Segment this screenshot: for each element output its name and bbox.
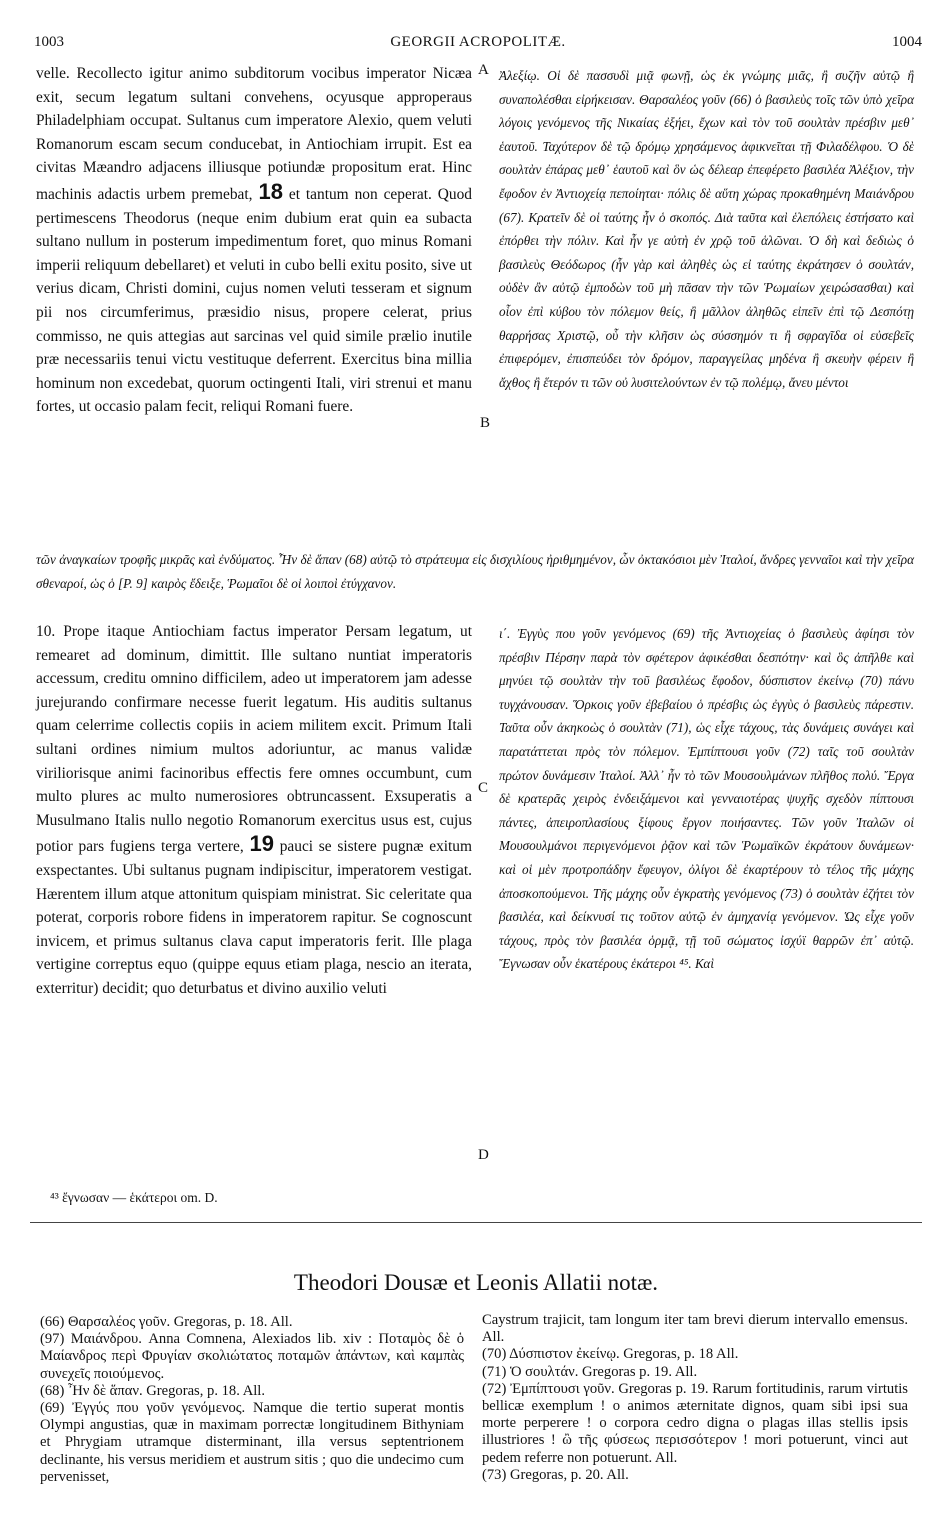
greek-text-block-2 xyxy=(499,622,914,976)
note-72: (72) Ἐμπίπτουσι γοῦν. Gregoras p. 19. Rarum fortitudinis, rarum virtutis bellicæ exemplum ! o animos æternitate dignos, quam sibi ipsi sua morte perperere ! o corpora cedro digna o plagas illas stellis ipsis illustriores ! ὢ τῆς φύσεως περισσότερον ! mori potuerunt, vinci aut pedem referre non potuerunt. All. xyxy=(482,1380,908,1466)
note-73: (73) Gregoras, p. 20. All. xyxy=(482,1466,629,1483)
margin-marker-c: C xyxy=(478,780,489,796)
latin-paragraph-2: 10. Prope itaque Antiochiam factus imperator Persam legatum, ut remearet ad dominum, dimittit. Ille sultano nuntiat imperatoris accessum, creditu omnino difficilem, adeo ut imperatorem jam adesse jurejurando confirmare necesse fuerit legatum. His auditis sultanus quam celerrime collectis copiis in aciem militem excit. Primum Itali sultani ordines nimium multos adoriuntur, ac manus validæ viriliorisque animi facinoribus effectis fere omnes occumbunt, cum multo plures ac multo numerosiores obtruncassent. Exsuperatis a Musulmano Italis nullo negotio Romanorum exercitus usus est, cujus potior pars fugiens terga vertere, xyxy=(36,623,472,856)
section-number-18: 18 xyxy=(258,178,283,204)
margin-marker-a: A xyxy=(478,62,489,78)
notes-right-column xyxy=(482,1312,908,1484)
divider-rule xyxy=(30,1222,922,1223)
greek-paragraph-2: ι΄. Ἐγγὺς που γοῦν γενόμενος (69) τῆς Ἀντιοχείας ὁ βασιλεὺς ἀφίησι τὸν πρέσβιν Πέρσην παρὰ τὸν σφέτερον ἀφικέσθαι δεσπότην· καὶ ὃς ἀπῆλθε καὶ μηνύει τῷ σουλτὰν τὴν τοῦ βασιλέως ἔφοδον, δύσπιστον ἐκείνῳ (70) πάνυ τυγχάνουσαν. Ὅρκοις γοῦν ἐβεβαίου ὁ πρέσβις ὡς ἐγγὺς ὁ βασιλεὺς πάρεστιν. Ταῦτα οὖν ἀκηκοὼς ὁ σουλτὰν (71), ὡς εἶχε τάχους, τὰς δυνάμεις συνάγει καὶ παρατάττεται πρὸς τὸν πόλεμον. Ἐμπίπτουσι γοῦν (72) ταῖς τοῦ σουλτὰν πρώτον δυνάμεσιν Ἰταλοί. Ἀλλ᾽ ἦν τὸ τῶν Μουσουλμάνων πλῆθος πολύ. Ἔργα δὲ κρατερᾶς χειρὸς ἐνδειξάμενοι καὶ γενναιοτέρας ψυχῆς σχεδὸν πίπτουσι πάντες, ἀπειροπλασίους ξίφους ἔργον ποιήσαντες. Τῶν γοῦν Ἰταλῶν οἱ Μουσουλμάνοι περιγενόμενοι ῥᾷον καὶ τῶν Ῥωμαϊκῶν ἐκράτουν δυνάμεων· καὶ οἱ μὲν προτροπάδην ἔφευγον, ὀλίγοι δὲ ἐκαρτέρουν τὸ τέλος τῆς μάχης ἀποσκοπούμενοι. Τῆς μάχης οὖν ἐγκρατὴς γενόμενος (73) ὁ σουλτὰν ἐζήτει τὸν βασιλέα, καὶ δείκνυσί τις τοῦτον αὐτῷ ἐν ἀμηχανίᾳ γενόμενον. Ὡς εἶχε γοῦν τάχους, πρὸς τὸν βασιλέα ὁρμᾷ, τῇ τοῦ σώματος ἰσχύϊ θαρρῶν ἐπ᾽ αὐτῷ. Ἔγνωσαν οὖν ἑκατέρους ἑκάτεροι ⁴⁵. Καὶ xyxy=(499,626,914,972)
page-number-left: 1003 xyxy=(34,34,64,50)
note-70: (70) Δύσπιστον ἐκείνῳ. Gregoras, p. 18 All. xyxy=(482,1346,739,1363)
greek-spanning-text: τῶν ἀναγκαίων τροφῆς μικρᾶς καὶ ἐνδύματος. Ἦν δὲ ἅπαν (68) αὐτῷ τὸ στράτευμα εἰς δισχιλίους ἠριθμημένον, ὧν ὀκτακόσιοι μὲν Ἰταλοί, ἄνδρες γενναῖοι καὶ τὴν χεῖρα σθεναροί, ὡς ὁ [P. 9] καιρὸς ἔδειξε, Ῥωμαῖοι δὲ οἱ λοιποὶ ἐτύγχανον. xyxy=(36,552,914,591)
note-71: (71) Ὁ σουλτάν. Gregoras p. 19. All. xyxy=(482,1363,698,1380)
margin-marker-b: B xyxy=(480,415,491,431)
note-69: (69) Ἐγγύς που γοῦν γενόμενος. Namque die tertio superat montis Olympi angustias, quæ in maximam porrectæ longitudinem Bithyniam et Phrygiam utramque disterminant, illa versus septentrionem declinante, his versus meridiem et austrum sitis ; quo die undecimo cum pervenisset, xyxy=(40,1400,464,1485)
section-number-19: 19 xyxy=(249,831,274,857)
notes-heading: Theodori Dousæ et Leonis Allatii notæ. xyxy=(293,1270,659,1295)
page-header xyxy=(34,34,922,54)
note-69-cont: Caystrum trajicit, tam longum iter tam brevi dierum intervallo emensus. All. xyxy=(482,1312,908,1346)
latin-text-block-1 xyxy=(36,62,472,614)
running-title: GEORGII ACROPOLITÆ. xyxy=(390,34,566,50)
note-67: (97) Μαιάνδρου. Anna Comnena, Alexiados lib. xiv : Ποταμὸς δὲ ὁ Μαίανδρος περὶ Φρυγίαν σκολιώτατος ποταμῶν ἁπάντων, καὶ καμπὰς συνεχεῖς ποιούμενος. xyxy=(40,1331,464,1382)
latin-paragraph-2-cont: pauci se sistere pugnæ exitum exspectantes. Ubi sultanus pugnam indipiscitur, imperatorem vestigat. Hærentem illum atque attonitum quispiam ministrat. Sic celeritate qua poterat, corporis robore fidens in imperatorem rapitur. Se cognoscunt invicem, et primus sultanus clava caput imperatoris ferit. Ille plaga vertigine correptus equo (quippe equus etiam plaga, nescio an iterata, exterritur) decidit; quo deturbatus et divino auxilio veluti xyxy=(36,838,472,997)
page-number-right: 1004 xyxy=(892,34,922,50)
latin-paragraph-1-cont: et tantum non ceperat. Quod pertimescens Theodorus (neque enim dubium erat quin ea subacta sultano nullum in posterum impedimentum foret, quo minus Romani imperii reliquum debellaret) et veluti in cubo belli exitu posito, sive ut verius dicam, Christi domini, cujus nomen veluti tesseram et signum pii nos circumferimus, præsidio nisus, propere celerat, prius commisso, ne quis attegias aut sarcinas vel quid simile prælio inutile præ necessariis tenui victu vestituque deferrent. Exercitus bina millia hominum non excedebat, quorum octingenti Itali, viri strenui et manu fortes, ut occasio palam fecit, reliqui Romani fuere. xyxy=(36,185,472,416)
margin-marker-d: D xyxy=(478,1147,489,1163)
note-68: (68) Ἦν δὲ ἅπαν. Gregoras, p. 18. All. xyxy=(40,1382,265,1399)
greek-text-block-1 xyxy=(499,64,914,544)
latin-text-block-2 xyxy=(36,620,472,1001)
notes-left-column xyxy=(40,1314,464,1486)
note-66: (66) Θαρσαλέος γοῦν. Gregoras, p. 18. All. xyxy=(40,1314,293,1330)
latin-paragraph-1: velle. Recollecto igitur animo subditorum vocibus imperator Nicæa exit, secum legatum sultani convehens, ocyusque approperaus Philadelphiam occupat. Sultanus cum imperatore Alexio, quem veluti Romanorum escam secum conducebat, in Antiochiam irrupit. Est ea civitas Mæandro adjacens illiusque potiundæ propositum erat. Hinc machinis adactis urbem premebat, xyxy=(36,65,472,203)
greek-paragraph-1: Ἀλεξίῳ. Οἱ δὲ πασσυδὶ μιᾷ φωνῇ, ὡς ἐκ γνώμης μιᾶς, ἢ συζῆν αὐτῷ ἢ συναπολέσθαι εἰρήκεισαν. Θαρσαλέος γοῦν (66) ὁ βασιλεὺς τοῖς τῶν ὑπὸ χεῖρα λόγοις γενόμενος τῆς Νικαίας ἐξήει, ἔχων καὶ τὸν τοῦ σουλτὰν πρέσβιν μεθ᾽ ἑαυτοῦ. Ταχύτερον δὲ τῷ δρόμῳ χρησάμενος ἀφικνεῖται τῇ Φιλαδέλφου. Ὁ δὲ σουλτὰν ἐπάρας μεθ᾽ ἑαυτοῦ καὶ ὃν ὡς δέλεαρ ἐπεφέρετο βασιλέα Ἀλέξιον, τὴν ἔφοδον ἐν Ἀντιοχείᾳ πεποίηται· πόλις δὲ αὕτη χώρας προκαθημένη Μαιάνδρου (67). Κρατεῖν δὲ οἱ ταύτης ἦν ὁ σκοπός. Διὰ ταῦτα καὶ ἑλεπόλεις ἐστήσατο καὶ ἐπόρθει τὴν πόλιν. Καὶ ἦν γε αὐτὴ ἐν χρῷ τοῦ ἁλῶναι. Ὁ δὴ καὶ δεδιὼς ὁ βασιλεὺς Θεόδωρος (ἦν γὰρ καὶ ἀληθὲς ὡς εἰ ταύτης ἐκράτησεν ὁ σουλτάν, οὐδὲν ἂν αὐτῷ ἐμποδὼν τοῦ μὴ πᾶσαν τὴν τῶν Ῥωμαίων χειρώσασθαι) καὶ οἷον ἐπὶ κύβου τὸν πόλεμον θείς, ἢ μᾶλλον ἀληθῶς εἰπεῖν ἐπὶ τῷ Δεσπότῃ θαρρήσας Χριστῷ, οὗ τὴν κλῆσιν ὡς σύσσημόν τι ἢ σφραγῖδα οἱ εὐσεβεῖς ἐπιφερόμεν, ἐπισπεύδει τὸν δρόμον, παραγγείλας μηδένα ἢ σκευὴν φέρειν ἢ ἄχθος ἢ ἕτερόν τι τῶν οὐ λυσιτελούντων ἐν τῷ πολέμῳ, ἄνευ μέντοι xyxy=(499,68,914,390)
footnote: ⁴³ ἔγνωσαν — ἑκάτεροι om. D. xyxy=(50,1190,218,1205)
